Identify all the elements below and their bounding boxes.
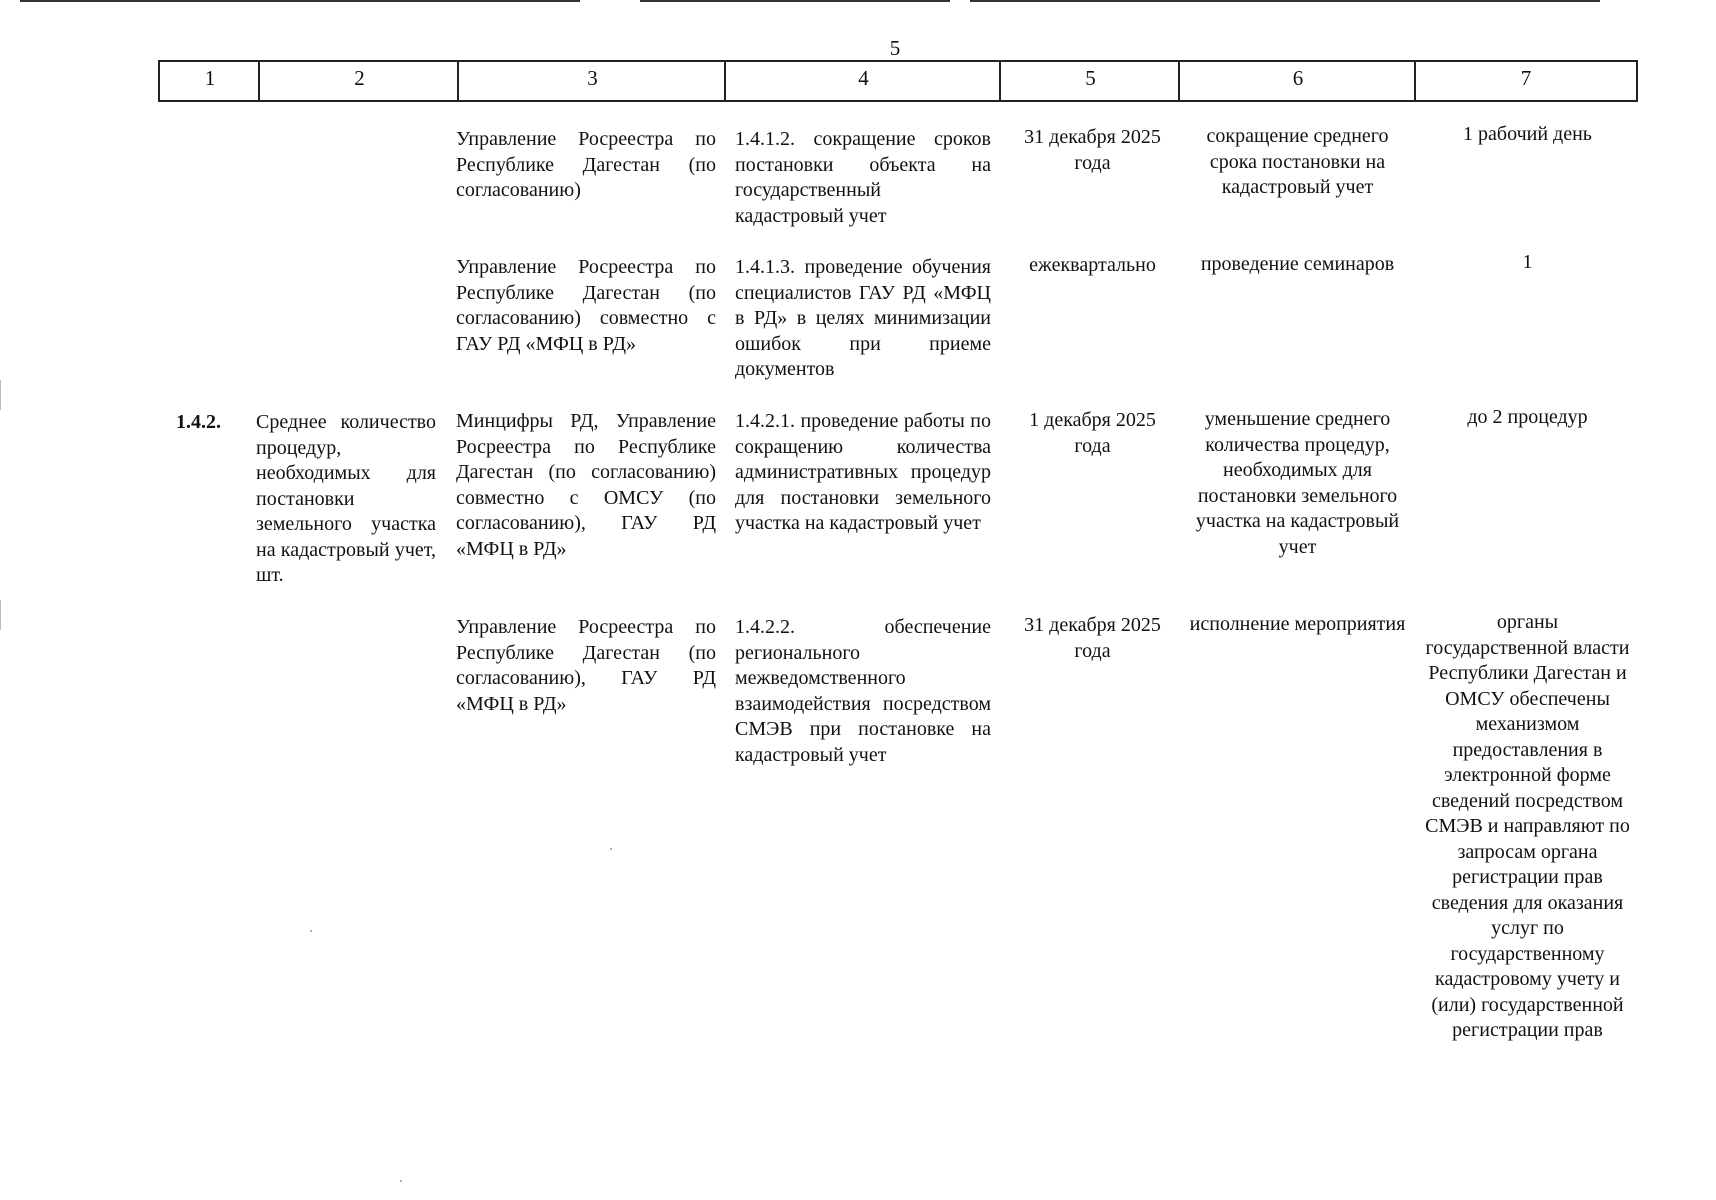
scan-edge-stroke <box>970 0 1600 2</box>
column-header: 2 <box>258 62 459 100</box>
table-row-result: исполнение мероприятия <box>1189 613 1406 635</box>
table-row-value: органы государственной власти Республики Дагестан и ОМСУ обеспечены механизмом предоставления в электронной форме сведений посредством СМЭВ и направляют по запросам органа регистрации прав сведения для оказания услуг по государственному кадастровому учету и (или) государственной регистрации прав <box>1425 611 1630 1041</box>
page-number: 5 <box>889 36 901 60</box>
table-row-result: проведение семинаров <box>1200 253 1395 275</box>
table-row-measure: 1.4.2.2. обеспечение регионального межведомственного взаимодействия посредством СМЭВ при постановке на кадастровый учет <box>735 616 991 766</box>
table-row-measure: 1.4.1.3. проведение обучения специалистов ГАУ РД «МФЦ в РД» в целях минимизации ошибок при приеме документов <box>735 256 991 380</box>
table-row-measure: 1.4.2.1. проведение работы по сокращению количества административных процедур для постановки земельного участка на кадастровый учет <box>735 410 991 534</box>
table-row-deadline: 31 декабря 2025 года <box>1024 614 1161 662</box>
scan-speck <box>400 1180 402 1182</box>
table-row-responsible: Управление Росреестра по Республике Дагестан (по согласованию), ГАУ РД «МФЦ в РД» <box>456 616 716 715</box>
scan-speck <box>610 848 612 850</box>
scan-edge-mark <box>0 380 1 410</box>
table-row-result: сокращение среднего срока постановки на кадастровый учет <box>1206 125 1389 198</box>
table-row-deadline: 1 декабря 2025 года <box>1029 409 1156 457</box>
column-header: 3 <box>457 62 726 100</box>
scan-edge-stroke <box>20 0 580 2</box>
column-header: 1 <box>158 62 260 100</box>
table-row-measure: 1.4.1.2. сокращение сроков постановки объекта на государственный кадастровый учет <box>735 128 991 227</box>
table-header-row <box>158 60 1638 102</box>
column-header: 4 <box>724 62 1001 100</box>
table-row-responsible: Управление Росреестра по Республике Дагестан (по согласованию) совместно с ГАУ РД «МФЦ в РД» <box>456 256 716 355</box>
table-row-deadline: ежеквартально <box>1029 254 1156 276</box>
scan-edge-mark <box>0 600 1 630</box>
table-row-deadline: 31 декабря 2025 года <box>1024 126 1161 174</box>
column-header: 5 <box>999 62 1180 100</box>
table-row-value: до 2 процедур <box>1467 406 1588 428</box>
scan-speck <box>310 930 312 932</box>
scan-edge-stroke <box>640 0 950 2</box>
column-header: 7 <box>1414 62 1638 100</box>
table-row-number: 1.4.2. <box>176 411 221 433</box>
table-row-responsible: Минцифры РД, Управление Росреестра по Республике Дагестан (по согласованию) совместно с ОМСУ (по согласованию), ГАУ РД «МФЦ в РД» <box>456 410 716 560</box>
column-header: 6 <box>1178 62 1416 100</box>
table-row-result: уменьшение среднего количества процедур, необходимых для постановки земельного участка на кадастровый учет <box>1195 408 1400 558</box>
table-row-value: 1 <box>1522 251 1533 273</box>
table-row-indicator: Среднее количество процедур, необходимых для постановки земельного участка на кадастровый учет, шт. <box>256 411 436 586</box>
table-row-value: 1 рабочий день <box>1463 123 1592 145</box>
table-row-responsible: Управление Росреестра по Республике Дагестан (по согласованию) <box>456 128 716 201</box>
